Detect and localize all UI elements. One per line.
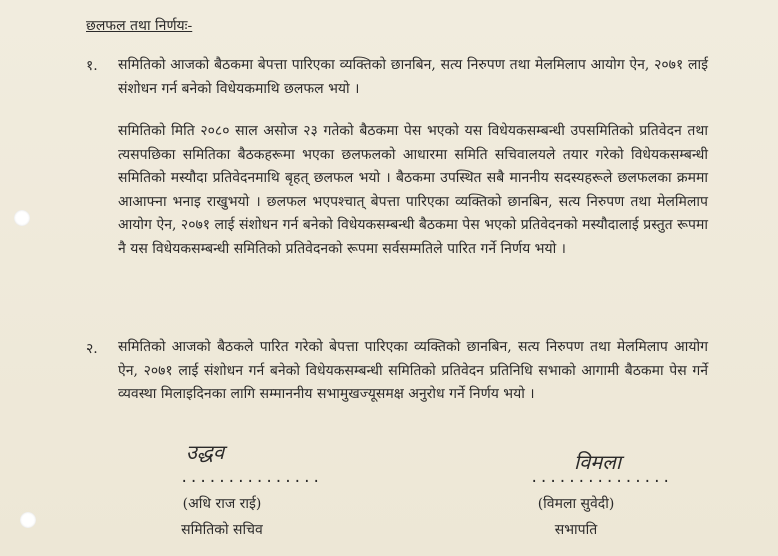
signatory-title: सभापति xyxy=(554,522,598,538)
item-1-paragraph-2: समितिको मिति २०८० साल असोज २३ गतेको बैठकमा पेस भएको यस विधेयकसम्बन्धी उपसमितिको प्रतिवेदन तथा त्यसपछिका समितिका बैठकहरूमा भएका छलफलको आधारमा समिति सचिवालयले तयार गरेको विधेयकसम्बन्धी समितिको मस्यौदा प्रतिवेदनमाथि बृहत् छलफल भयो । बैठकमा उपस्थित सबै माननीय सदस्यहरूले छलफलका क्रममा आआफ्ना भनाइ राखुभयो । छलफल भएपश्चात् बेपत्ता पारिएका व्यक्तिको छानबिन, सत्य निरुपण तथा मेलमिलाप आयोग ऐन, २०७१ लाई संशोधन गर्न बनेको विधेयकसम्बन्धी बैठकमा पेस भएको प्रतिवेदनको मस्यौदालाई प्रस्तुत रूपमा नै यस विधेयकसम्बन्धी समितिको प्रतिवेदनको रूपमा सर्वसम्मतिले पारित गर्ने निर्णय भयो । xyxy=(118,123,708,257)
signatory-title: समितिको सचिव xyxy=(181,522,263,538)
punch-hole xyxy=(14,210,30,226)
handwritten-signature: उद्धव xyxy=(186,440,225,464)
signatory-name: (अधि राज राई) xyxy=(182,496,262,512)
signature-line: ............... xyxy=(530,470,672,486)
section-heading: छलफल तथा निर्णयः- xyxy=(86,18,193,34)
punch-hole xyxy=(20,512,36,528)
item-1-paragraph-1: समितिको आजको बैठकमा बेपत्ता पारिएका व्यक्तिको छानबिन, सत्य निरुपण तथा मेलमिलाप आयोग ऐन, २०७१ लाई संशोधन गर्न बनेको विधेयकमाथि छलफल भयो । xyxy=(118,57,708,97)
handwritten-signature: विमला xyxy=(574,450,621,474)
item-number: २. xyxy=(86,341,98,357)
item-number: १. xyxy=(86,58,98,74)
signatory-name: (विमला सुवेदी) xyxy=(537,496,615,512)
signature-line: ............... xyxy=(180,470,322,486)
item-2-paragraph-1: समितिको आजको बैठकले पारित गरेको बेपत्ता पारिएका व्यक्तिको छानबिन, सत्य निरुपण तथा मेलमिलाप आयोग ऐन, २०७१ लाई संशोधन गर्न बनेको विधेयकसम्बन्धी समितिको प्रतिवेदन प्रतिनिधि सभाको आगामी बैठकमा पेस गर्ने व्यवस्था मिलाइदिनका लागि सम्माननीय सभामुखज्यूसमक्ष अनुरोध गर्ने निर्णय भयो । xyxy=(118,339,708,402)
